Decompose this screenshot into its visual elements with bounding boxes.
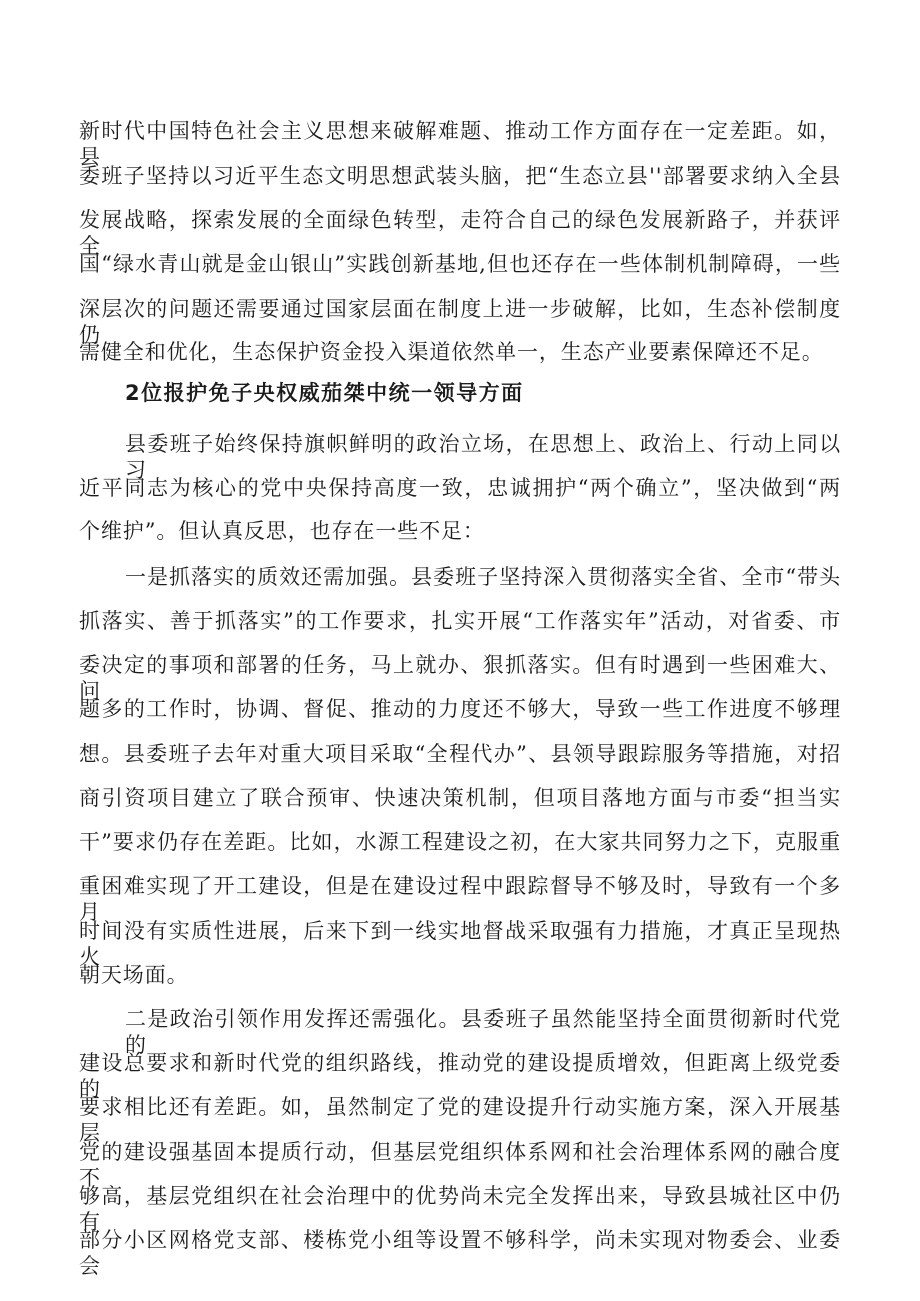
text-line: 近平同志为核心的党中央保持高度一致，忠诚拥护“两个确立”，坚决做到“两	[79, 476, 841, 500]
text-line: 深层次的问题还需要通过国家层面在制度上进一步破解，比如，生态补偿制度仍	[79, 297, 841, 347]
text-line: 干”要求仍存在差距。比如，水源工程建设之初，在大家共同努力之下，克服重	[79, 830, 841, 854]
text-line: 重困难实现了开工建设，但是在建设过程中跟踪督导不够及时，导致有一个多月	[79, 874, 841, 924]
text-line: 发展战略，探索发展的全面绿色转型，走符合自己的绿色发展新路子，并获评全	[79, 208, 841, 258]
text-line: 个维护”。但认真反思，也存在一些不足：	[79, 519, 485, 543]
text-line: 部分小区网格党支部、楼栋党小组等设置不够科学，尚未实现对物委会、业委会	[79, 1228, 841, 1278]
text-line: 委班子坚持以习近平生态文明思想武装头脑，把“生态立县''部署要求纳入全县	[79, 164, 841, 188]
text-line: 要求相比还有差距。如，虽然制定了党的建设提升行动实施方案，深入开展基层	[79, 1095, 841, 1145]
text-line: 国“绿水青山就是金山银山”实践创新基地,但也还存在一些体制机制障碍，一些	[79, 252, 841, 276]
text-line: 二是政治引领作用发挥还需强化。县委班子虽然能坚持全面贯彻新时代党的	[125, 1007, 841, 1057]
text-line: 够高，基层党组织在社会治理中的优势尚未完全发挥出来，导致县城社区中仍有	[79, 1184, 841, 1234]
section-heading: 2位报护免子央权威茄桀中统一领导方面	[125, 381, 524, 405]
text-line: 时间没有实质性进展，后来下到一线实地督战采取强有力措施，才真正呈现热火	[79, 919, 841, 969]
text-line: 建设总要求和新时代党的组织路线，推动党的建设提质增效，但距离上级党委的	[79, 1051, 841, 1101]
text-line: 县委班子始终保持旗帜鲜明的政治立场，在思想上、政治上、行动上同以习	[125, 432, 841, 482]
text-line: 党的建设强基固本提质行动，但基层党组织体系网和社会治理体系网的融合度不	[79, 1140, 841, 1190]
text-line: 抓落实、善于抓落实”的工作要求，扎实开展“工作落实年”活动，对省委、市	[79, 609, 841, 633]
text-line: 商引资项目建立了联合预审、快速决策机制，但项目落地方面与市委“担当实	[79, 786, 841, 810]
text-line: 一是抓落实的质效还需加强。县委班子坚持深入贯彻落实全省、全市“带头	[125, 565, 841, 589]
text-line: 委决定的事项和部署的任务，马上就办、狠抓落实。但有时遇到一些困难大、问	[79, 653, 841, 703]
text-line: 新时代中国特色社会主义思想来破解难题、推动工作方面存在一定差距。如，县	[79, 119, 841, 169]
text-line: 题多的工作时，协调、督促、推动的力度还不够大，导致一些工作进度不够理	[79, 697, 841, 721]
text-line: 想。县委班子去年对重大项目采取“全程代办”、县领导跟踪服务等措施，对招	[79, 742, 841, 766]
text-line: 朝天场面。	[79, 963, 189, 987]
text-line: 需健全和优化，生态保护资金投入渠道依然单一，生态产业要素保障还不足。	[79, 340, 824, 364]
